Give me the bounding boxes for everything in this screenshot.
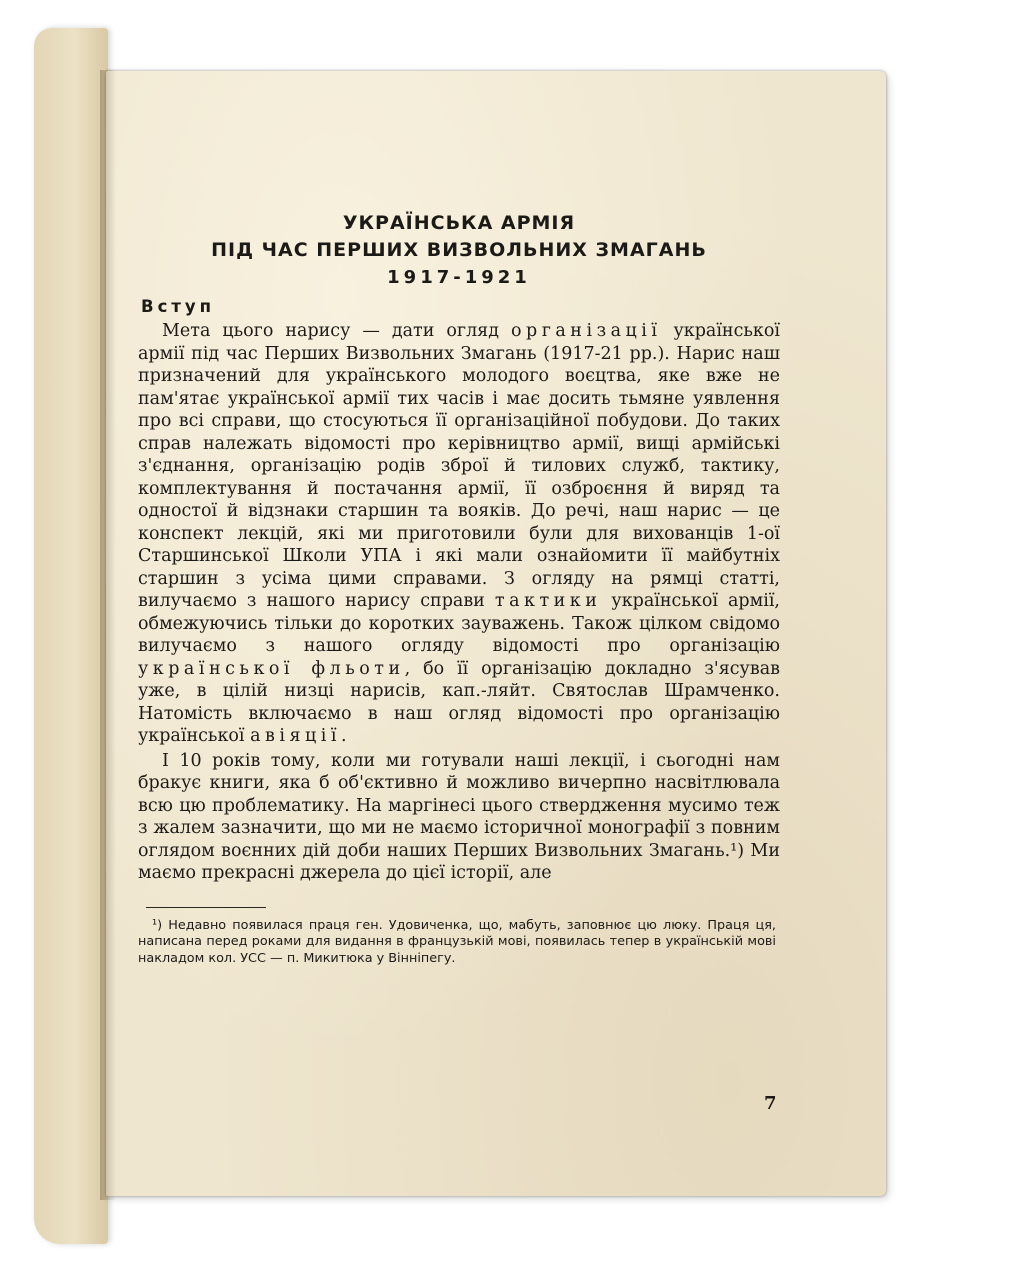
footnote-divider	[146, 907, 266, 908]
paragraph-1-text-a: Мета цього нарису — дати огляд	[162, 321, 511, 341]
emphasis-aviation: авіяції	[250, 726, 341, 746]
paragraph-1-text-e: української армії, обмежуючись тільки до коротких зауважень. Також цілком свідомо вилучаємо з нашого огляду відомості про організацію	[138, 591, 780, 656]
paragraph-1	[138, 320, 780, 748]
paragraph-1-text-g: , бо її організацію докладно з'ясував уже, в цілій низці нарисів, кап.-ляйт. Святослав Шрамченко. Натомість включаємо в наш огляд відомості про організацію української	[138, 658, 780, 746]
page-content	[138, 210, 780, 967]
left-facing-page	[34, 28, 108, 1244]
spine-shadow	[100, 70, 116, 1200]
emphasis-fleet: української фльоти	[138, 658, 405, 679]
page-number: 7	[764, 1093, 777, 1114]
emphasis-tactics: тактики	[494, 591, 602, 611]
title-line-1: УКРАЇНСЬКА АРМІЯ	[342, 212, 576, 234]
paragraph-1-text-c: української армії під час Перших Визвольних Змагань (1917-21 рр.). Нарис наш призначений для українського молодого воєцтва, яке вже не пам'ятає української армії тих часів і має досить тьмяне уявлення про всі справи, що стосуються її організаційної побудови. До таких справ належать відомості про керівництво армії, вищі армійські з'єднання, організацію родів зброї й тилових служб, тактику, комплектування й постачання армії, її озброєння й виряд та одностої й відзнаки старшин та вояків. До речі, наш нарис — це конспект лекцій, які ми приготовили були для вихованців 1-ої Старшинської Школи УПА і які мали ознайомити її майбутніх старшин з усіма цими справами. З огляду на рямці статті, вилучаємо з нашого нарису справи	[138, 321, 780, 611]
title-line-2: ПІД ЧАС ПЕРШИХ ВИЗВОЛЬНИХ ЗМАГАНЬ	[211, 239, 707, 261]
footnote: ¹) Недавно появилася праця ген. Удовиченка, що, мабуть, заповнює цю люку. Праця ця, написана перед роками для видання в французькій мові, появилась тепер в українській мові накладом кол. УСС — п. Микитюка у Вінніпегу.	[138, 917, 776, 966]
section-heading: Вступ	[141, 297, 216, 316]
emphasis-organization: організації	[510, 321, 662, 341]
paragraph-2: І 10 років тому, коли ми готували наші лекції, і сьогодні нам бракує книги, яка б об'єктивно й можливо вичерпно насвітлювала всю цю проблематику. На маргінесі цього ствердження мусимо теж з жалем зазначити, що ми не маємо історичної монографії з повним оглядом воєнних дій доби наших Перших Визвольних Змагань.¹) Ми маємо прекрасні джерела до цієї історії, але	[138, 750, 780, 883]
paragraph-1-text-i: .	[340, 726, 347, 746]
title-years: 1917-1921	[387, 267, 531, 288]
